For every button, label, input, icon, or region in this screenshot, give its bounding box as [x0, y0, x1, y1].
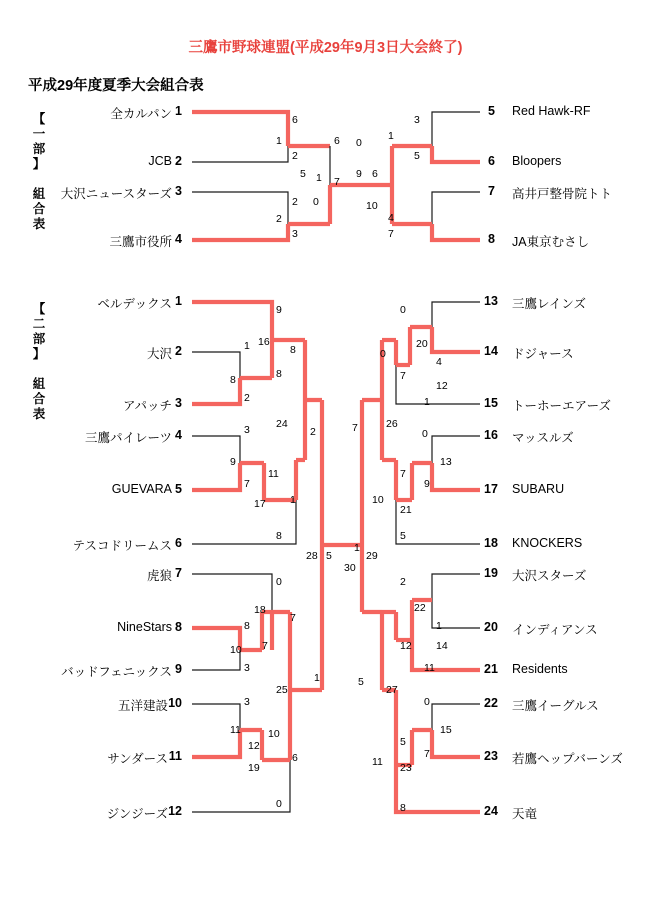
team-label: ジンジーズ [106, 807, 168, 821]
score: 6 [372, 168, 378, 180]
team-label: SUBARU [512, 482, 565, 496]
score: 6 [334, 135, 340, 147]
seed-number: 2 [175, 344, 182, 358]
score: 0 [276, 798, 282, 810]
seed-number: 17 [484, 482, 498, 496]
seed-number: 11 [168, 749, 182, 763]
score: 8 [230, 374, 236, 386]
score: 7 [400, 468, 406, 480]
team-label: 虎狼 [146, 569, 172, 583]
score: 1 [436, 620, 442, 632]
score: 0 [276, 576, 282, 588]
score: 5 [326, 550, 332, 562]
seed-number: 8 [488, 232, 495, 246]
score: 7 [290, 612, 296, 624]
score: 3 [244, 662, 250, 674]
score: 5 [414, 150, 420, 162]
seed-number: 1 [175, 104, 182, 118]
score: 1 [314, 672, 320, 684]
seed-number: 2 [175, 154, 182, 168]
team-label: 大沢スターズ [512, 569, 587, 583]
score: 3 [244, 696, 250, 708]
score: 0 [313, 196, 319, 208]
score: 12 [400, 640, 412, 652]
seed-number: 7 [175, 566, 182, 580]
team-label: Red Hawk-RF [512, 104, 591, 118]
seed-number: 15 [484, 396, 498, 410]
team-label: アパッチ [122, 399, 172, 413]
score: 8 [276, 530, 282, 542]
team-label: 三鷹イーグルス [512, 699, 599, 713]
team-label: Bloopers [512, 154, 562, 168]
score: 9 [276, 304, 282, 316]
seed-number: 6 [175, 536, 182, 550]
seed-number: 9 [175, 662, 182, 676]
score: 2 [276, 213, 282, 225]
score: 5 [300, 168, 306, 180]
score: 23 [400, 762, 412, 774]
score: 12 [436, 380, 448, 392]
score: 17 [254, 498, 266, 510]
page-subtitle: 平成29年度夏季大会組合表 [28, 78, 204, 94]
score: 9 [230, 456, 236, 468]
score: 0 [356, 137, 362, 149]
seed-number: 20 [484, 620, 498, 634]
team-label: 三鷹市役所 [109, 235, 172, 249]
seed-number: 23 [484, 749, 498, 763]
score: 5 [400, 530, 406, 542]
score: 6 [292, 114, 298, 126]
score: 15 [440, 724, 452, 736]
team-label: 五洋建設 [117, 699, 168, 713]
team-label: 高井戸整骨院トト [512, 187, 613, 201]
seed-number: 4 [175, 428, 182, 442]
score: 7 [352, 422, 358, 434]
score: 2 [292, 196, 298, 208]
score: 27 [386, 684, 398, 696]
section-label-nibu: 【 二 部 】 組 合 表 [32, 302, 46, 421]
score: 5 [358, 676, 364, 688]
score: 5 [400, 736, 406, 748]
score: 12 [248, 740, 260, 752]
score: 14 [436, 640, 448, 652]
score: 4 [436, 356, 442, 368]
team-label: トーホーエアーズ [512, 399, 612, 413]
score: 4 [388, 212, 394, 224]
seed-number: 6 [488, 154, 495, 168]
section-label-ichibu: 【 一 部 】 組 合 表 [32, 112, 46, 231]
seed-number: 21 [484, 662, 498, 676]
score: 11 [424, 662, 435, 674]
score: 7 [334, 176, 340, 188]
score: 9 [356, 168, 362, 180]
score: 21 [400, 504, 412, 516]
score: 2 [292, 150, 298, 162]
score: 7 [244, 478, 250, 490]
team-label: KNOCKERS [512, 536, 583, 550]
team-label: 大沢ニュースターズ [60, 187, 172, 201]
score: 8 [400, 802, 406, 814]
seed-number: 5 [175, 482, 182, 496]
score: 1 [276, 135, 282, 147]
score: 10 [230, 644, 242, 656]
score: 22 [414, 602, 426, 614]
seed-number: 24 [484, 804, 498, 818]
score: 3 [414, 114, 420, 126]
score: 11 [230, 724, 241, 736]
score: 10 [268, 728, 280, 740]
score: 19 [248, 762, 260, 774]
team-label: 若鷹ヘップバーンズ [512, 752, 623, 766]
team-label: 天竜 [512, 807, 538, 821]
seed-number: 8 [175, 620, 182, 634]
score: 1 [354, 542, 360, 554]
score: 1 [316, 172, 322, 184]
score: 25 [276, 684, 288, 696]
seed-number: 3 [175, 396, 182, 410]
seed-number: 10 [168, 696, 182, 710]
team-label: テスコドリームス [72, 539, 172, 553]
score: 6 [292, 752, 298, 764]
seed-number: 4 [175, 232, 182, 246]
seed-number: 12 [168, 804, 182, 818]
score: 8 [290, 344, 296, 356]
team-label: インディアンス [512, 623, 598, 637]
team-label: 全カルパン [110, 107, 172, 121]
team-label: JA東京むさし [512, 235, 590, 249]
team-label: サンダース [107, 752, 168, 766]
team-label: NineStars [117, 620, 172, 634]
score: 0 [422, 428, 428, 440]
page-title: 三鷹市野球連盟(平成29年9月3日大会終了) [188, 40, 463, 56]
score: 18 [254, 604, 266, 616]
seed-number: 3 [175, 184, 182, 198]
score: 7 [400, 370, 406, 382]
team-label: ドジャース [512, 347, 574, 361]
seed-number: 1 [175, 294, 182, 308]
score: 30 [344, 562, 356, 574]
score: 2 [400, 576, 406, 588]
score: 0 [380, 348, 386, 360]
score: 7 [388, 228, 394, 240]
score: 3 [244, 424, 250, 436]
score: 29 [366, 550, 378, 562]
score: 26 [386, 418, 398, 430]
score: 8 [244, 620, 250, 632]
team-label: ベルデックス [97, 297, 172, 311]
score: 24 [276, 418, 288, 430]
score: 7 [262, 640, 268, 652]
score: 1 [388, 130, 394, 142]
team-label: マッスルズ [512, 431, 574, 445]
score: 9 [424, 478, 430, 490]
score: 11 [268, 468, 279, 480]
seed-number: 18 [484, 536, 498, 550]
team-label: 三鷹パイレーツ [84, 431, 172, 445]
team-label: GUEVARA [111, 482, 172, 496]
score: 11 [372, 756, 383, 768]
score: 1 [290, 494, 296, 506]
score: 16 [258, 336, 270, 348]
seed-number: 16 [484, 428, 498, 442]
score: 28 [306, 550, 318, 562]
team-label: 三鷹レインズ [512, 297, 587, 311]
team-label: バッドフェニックス [61, 665, 172, 679]
score: 0 [424, 696, 430, 708]
score: 1 [424, 396, 430, 408]
score: 7 [424, 748, 430, 760]
score: 8 [276, 368, 282, 380]
seed-number: 13 [484, 294, 498, 308]
seed-number: 19 [484, 566, 498, 580]
team-label: JCB [148, 154, 172, 168]
score: 2 [244, 392, 250, 404]
score: 13 [440, 456, 452, 468]
seed-number: 14 [484, 344, 498, 358]
score: 10 [372, 494, 384, 506]
team-label: Residents [512, 662, 568, 676]
score: 0 [400, 304, 406, 316]
team-label: 大沢 [146, 347, 172, 361]
seed-number: 7 [488, 184, 495, 198]
score: 10 [366, 200, 378, 212]
score: 2 [310, 426, 316, 438]
seed-number: 22 [484, 696, 498, 710]
seed-number: 5 [488, 104, 495, 118]
score: 3 [292, 228, 298, 240]
score: 20 [416, 338, 428, 350]
score: 1 [244, 340, 250, 352]
